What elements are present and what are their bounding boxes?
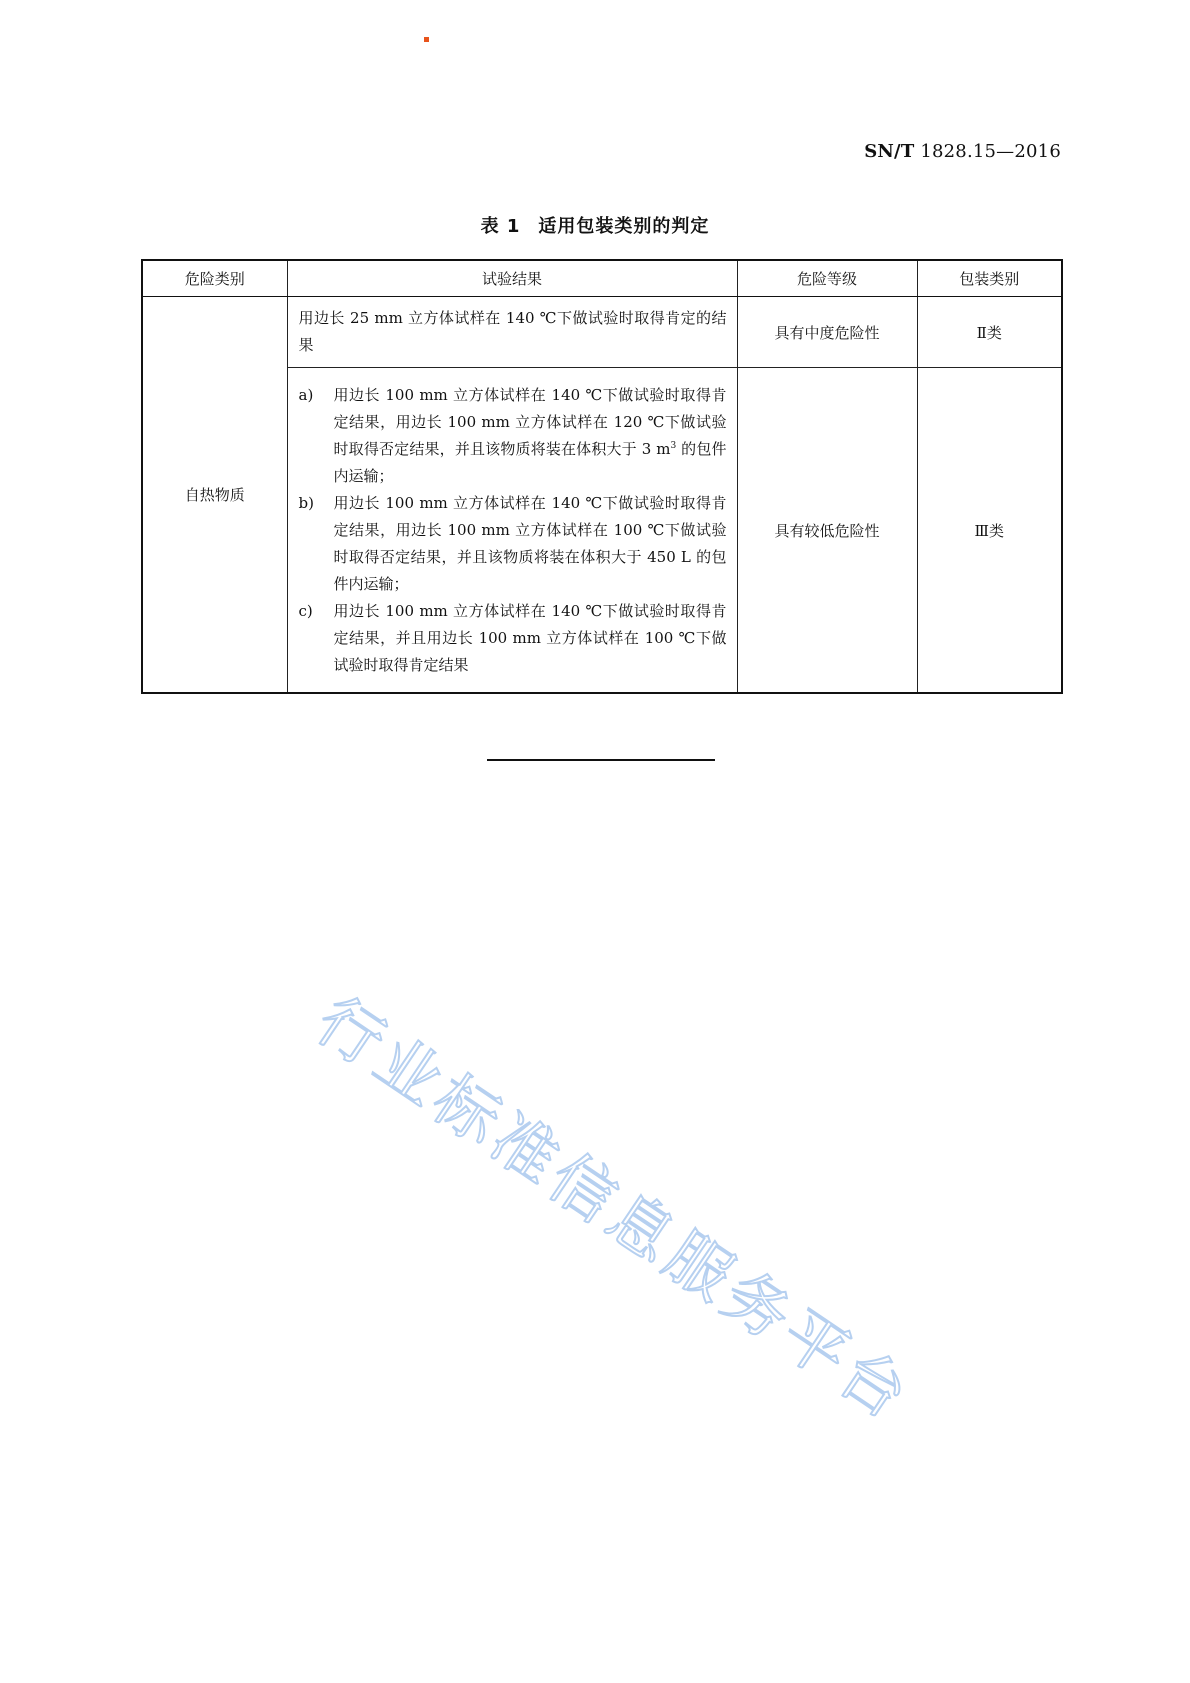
list-item bbox=[299, 490, 727, 598]
list-item-text: 用边长 100 mm 立方体试样在 140 ℃下做试验时取得肯定结果，并且用边长 100 mm 立方体试样在 100 ℃下做试验时取得肯定结果 bbox=[333, 601, 727, 674]
test-result-list-cell bbox=[287, 368, 737, 694]
packing-group-table bbox=[141, 259, 1063, 694]
standard-number bbox=[864, 141, 1061, 162]
orange-mark bbox=[424, 37, 429, 42]
table-caption-label: 表 1 bbox=[480, 216, 521, 237]
packing-group-cell: Ⅱ类 bbox=[917, 297, 1062, 368]
column-header-hazard-category: 危险类别 bbox=[142, 260, 287, 297]
packing-group-cell: Ⅲ类 bbox=[917, 368, 1062, 694]
table-caption-title: 适用包装类别的判定 bbox=[538, 216, 710, 237]
test-result-cell: 用边长 25 mm 立方体试样在 140 ℃下做试验时取得肯定的结果 bbox=[287, 297, 737, 368]
end-rule bbox=[487, 759, 715, 761]
watermark-text: 行业标准信息服务平台 bbox=[303, 983, 925, 1437]
column-header-test-result: 试验结果 bbox=[287, 260, 737, 297]
list-item-text-main: 用边长 100 mm 立方体试样在 140 ℃下做试验时取得肯定结果，用边长 100 mm 立方体试样在 120 ℃下做试验时取得否定结果，并且该物质将装在体积大于 3 m bbox=[333, 385, 727, 458]
column-header-packing-group: 包装类别 bbox=[917, 260, 1062, 297]
hazard-level-cell: 具有中度危险性 bbox=[737, 297, 917, 368]
table-caption bbox=[0, 212, 1190, 238]
table-header-row bbox=[142, 260, 1062, 297]
list-item bbox=[299, 382, 727, 490]
hazard-category-cell: 自热物质 bbox=[142, 297, 287, 694]
list-item-text: 用边长 100 mm 立方体试样在 140 ℃下做试验时取得肯定结果，用边长 100 mm 立方体试样在 100 ℃下做试验时取得否定结果，并且该物质将装在体积大于 450 L 的包件内运输； bbox=[333, 493, 727, 593]
column-header-hazard-level: 危险等级 bbox=[737, 260, 917, 297]
standard-prefix: SN/T bbox=[864, 141, 915, 162]
table-row bbox=[142, 297, 1062, 368]
list-item bbox=[299, 598, 727, 679]
hazard-level-cell: 具有较低危险性 bbox=[737, 368, 917, 694]
superscript: 3 bbox=[670, 440, 677, 451]
list-item-text bbox=[334, 382, 727, 490]
standard-code: 1828.15—2016 bbox=[920, 141, 1061, 162]
list-marker: c) bbox=[298, 601, 313, 620]
list-item-text-tail: 的包件内运输； bbox=[333, 439, 727, 485]
list-marker: b) bbox=[298, 493, 314, 512]
list-marker: a) bbox=[298, 385, 314, 404]
